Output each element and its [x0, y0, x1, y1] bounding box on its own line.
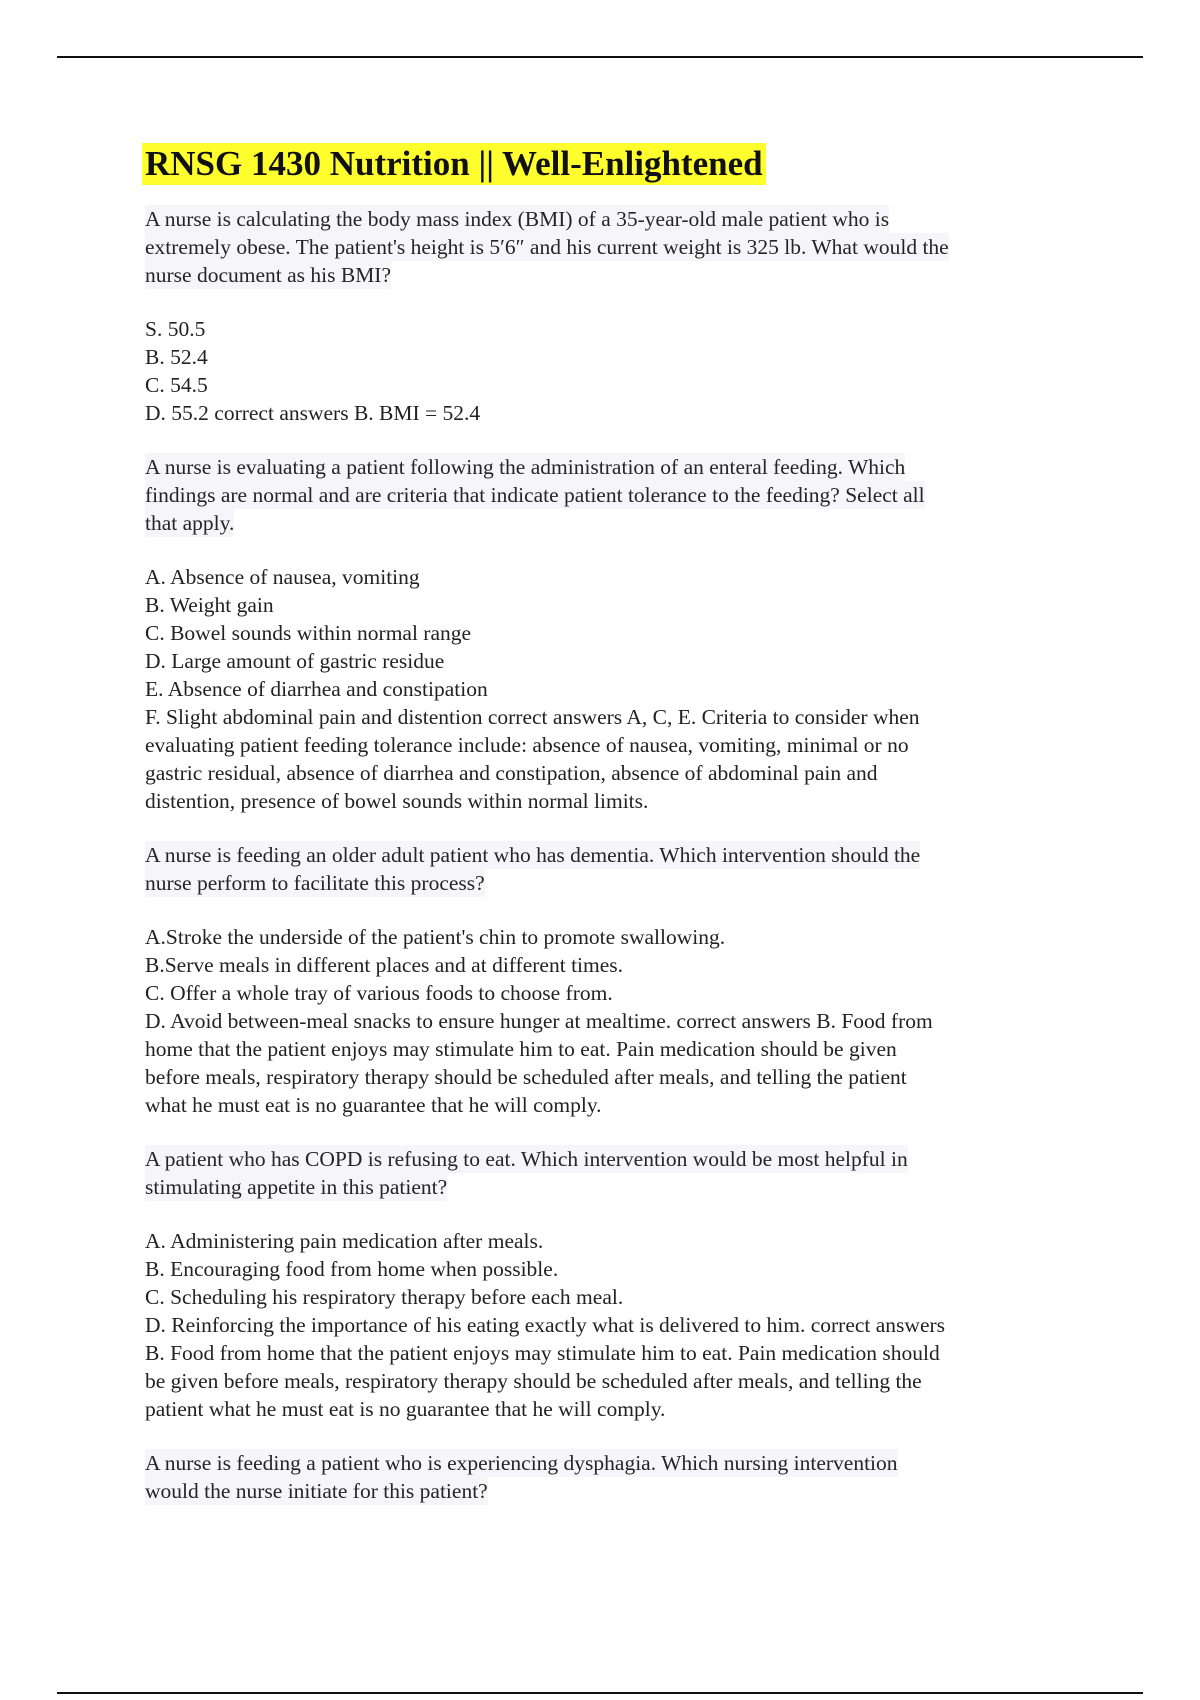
answer-line: C. 54.5	[145, 373, 208, 397]
answer-line: A. Administering pain medication after meals.	[145, 1229, 544, 1253]
stem-line: extremely obese. The patient's height is 5′6″ and his current weight is 325 lb. What would the	[145, 235, 949, 259]
stem-line: stimulating appetite in this patient?	[145, 1175, 448, 1199]
answer-line: B. Food from home that the patient enjoys may stimulate him to eat. Pain medication should	[145, 1341, 940, 1365]
stem-line: findings are normal and are criteria that indicate patient tolerance to the feeding? Select all	[145, 483, 925, 507]
answer-options	[145, 563, 1065, 815]
answer-line: E. Absence of diarrhea and constipation	[145, 677, 488, 701]
stem-line: A patient who has COPD is refusing to eat. Which intervention would be most helpful in	[145, 1147, 908, 1171]
answer-line: C. Bowel sounds within normal range	[145, 621, 472, 645]
answer-line: home that the patient enjoys may stimulate him to eat. Pain medication should be given	[145, 1037, 897, 1061]
answer-line: B. 52.4	[145, 345, 208, 369]
answer-line: D. Large amount of gastric residue	[145, 649, 445, 673]
answer-options	[145, 923, 1065, 1119]
stem-line: A nurse is evaluating a patient following the administration of an enteral feeding. Which	[145, 455, 906, 479]
answer-line: A. Absence of nausea, vomiting	[145, 565, 420, 589]
answer-line: D. Avoid between-meal snacks to ensure hunger at mealtime. correct answers B. Food from	[145, 1009, 933, 1033]
question-block	[145, 205, 1065, 427]
question-block	[145, 1145, 1065, 1423]
question-stem	[145, 205, 1065, 289]
answer-line: B. Weight gain	[145, 593, 274, 617]
question-block	[145, 841, 1065, 1119]
answer-line: before meals, respiratory therapy should be scheduled after meals, and telling the patient	[145, 1065, 907, 1089]
question-block	[145, 453, 1065, 815]
stem-line: nurse perform to facilitate this process?	[145, 871, 485, 895]
top-rule	[57, 56, 1143, 58]
answer-line: evaluating patient feeding tolerance include: absence of nausea, vomiting, minimal or no	[145, 733, 909, 757]
answer-line: S. 50.5	[145, 317, 206, 341]
question-block	[145, 1449, 1065, 1505]
stem-line: A nurse is feeding an older adult patient who has dementia. Which intervention should the	[145, 843, 921, 867]
stem-line: nurse document as his BMI?	[145, 263, 392, 287]
answer-line: be given before meals, respiratory therapy should be scheduled after meals, and telling the	[145, 1369, 922, 1393]
bottom-rule	[57, 1692, 1143, 1694]
document-title: RNSG 1430 Nutrition || Well-Enlightened	[142, 143, 766, 185]
answer-line: D. 55.2 correct answers B. BMI = 52.4	[145, 401, 481, 425]
answer-line: D. Reinforcing the importance of his eating exactly what is delivered to him. correct answers	[145, 1313, 946, 1337]
answer-line: what he must eat is no guarantee that he will comply.	[145, 1093, 602, 1117]
answer-options	[145, 1227, 1065, 1423]
answer-line: C. Offer a whole tray of various foods to choose from.	[145, 981, 613, 1005]
answer-line: patient what he must eat is no guarantee that he will comply.	[145, 1397, 666, 1421]
answer-line: C. Scheduling his respiratory therapy before each meal.	[145, 1285, 624, 1309]
stem-line: A nurse is calculating the body mass index (BMI) of a 35-year-old male patient who is	[145, 207, 890, 231]
stem-line: that apply.	[145, 511, 235, 535]
question-stem	[145, 453, 1065, 537]
answer-line: B. Encouraging food from home when possible.	[145, 1257, 559, 1281]
answer-options	[145, 315, 1065, 427]
document-body	[145, 143, 1065, 1531]
answer-line: B.Serve meals in different places and at different times.	[145, 953, 624, 977]
answer-line: distention, presence of bowel sounds within normal limits.	[145, 789, 649, 813]
question-stem	[145, 1145, 1065, 1201]
question-stem	[145, 1449, 1065, 1505]
answer-line: gastric residual, absence of diarrhea and constipation, absence of abdominal pain and	[145, 761, 878, 785]
stem-line: A nurse is feeding a patient who is experiencing dysphagia. Which nursing intervention	[145, 1451, 898, 1475]
answer-line: F. Slight abdominal pain and distention correct answers A, C, E. Criteria to consider when	[145, 705, 920, 729]
question-stem	[145, 841, 1065, 897]
answer-line: A.Stroke the underside of the patient's chin to promote swallowing.	[145, 925, 726, 949]
stem-line: would the nurse initiate for this patient?	[145, 1479, 488, 1503]
